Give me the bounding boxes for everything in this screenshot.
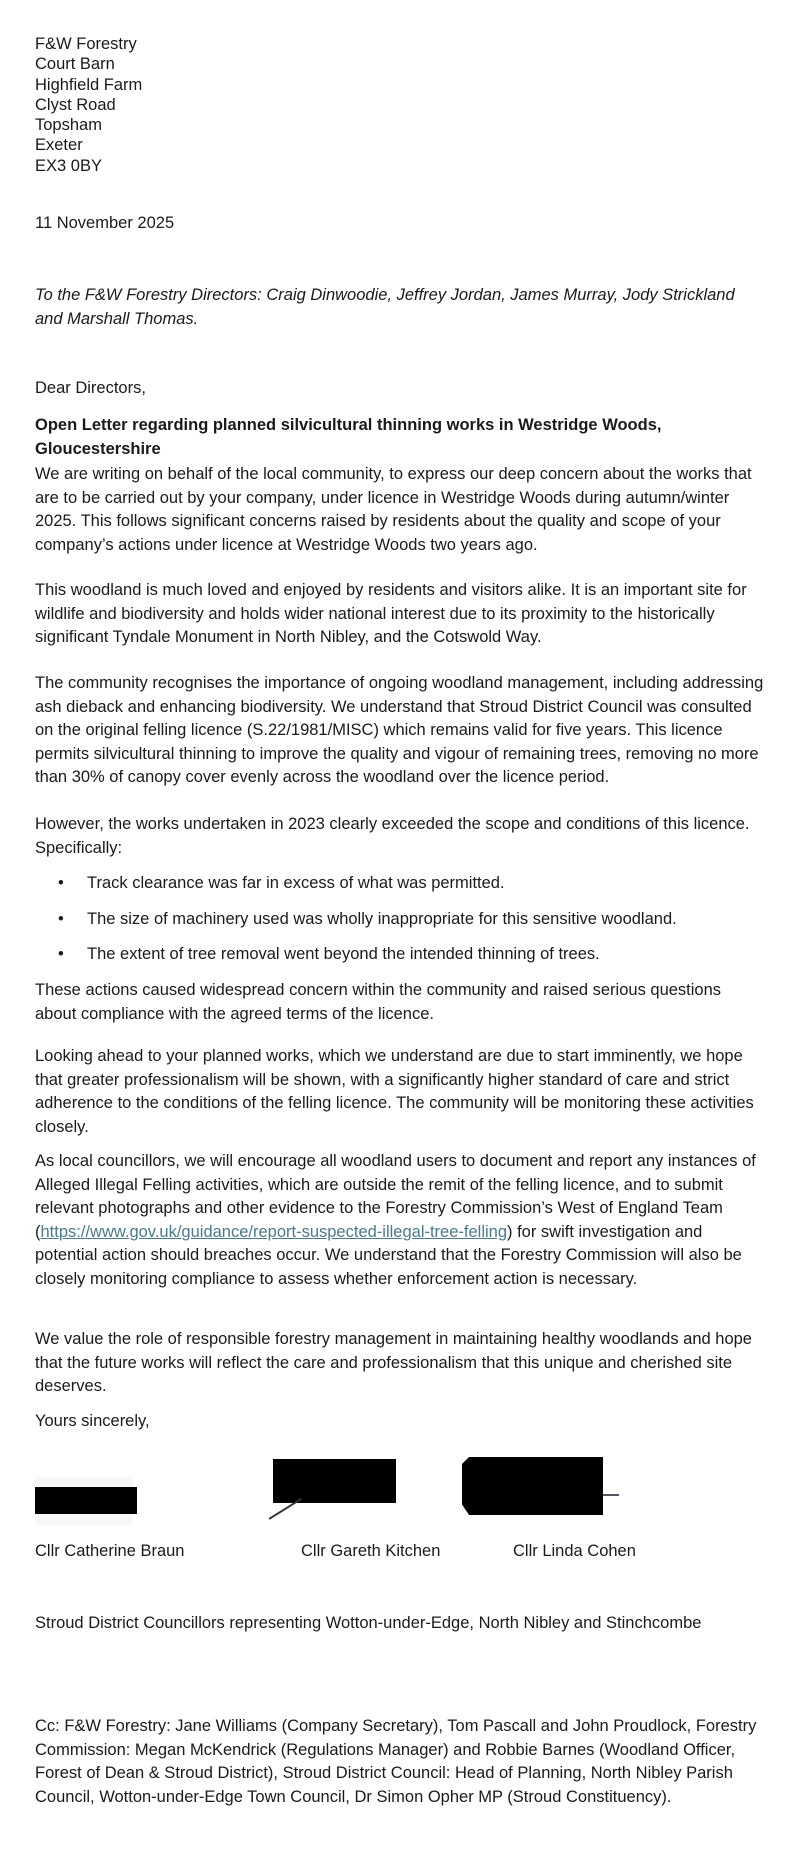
recipient-address [35, 34, 142, 176]
list-item-text: The extent of tree removal went beyond the intended thinning of trees. [87, 945, 600, 963]
address-line: Clyst Road [35, 95, 116, 114]
redacted-signature-braun [35, 1487, 137, 1514]
list-item-text: Track clearance was far in excess of what was permitted. [87, 874, 505, 892]
list-item-text: The size of machinery used was wholly inappropriate for this sensitive woodland. [87, 909, 677, 928]
paragraph-concern: We are writing on behalf of the local community, to express our deep concern about the works that are to be carried out by your company, under licence in Westridge Woods during autumn/winter 2025. This follows significant concerns raised by residents about the quality and scope of your company’s actions under licence at Westridge Woods two years ago. [35, 465, 752, 554]
letter-subject: Open Letter regarding planned silvicultural thinning works in Westridge Woods, Gloucestershire [35, 416, 662, 458]
address-line: Exeter [35, 136, 83, 155]
paragraph-community-concern: These actions caused widespread concern within the community and raised serious questions about compliance with the agreed terms of the licence. [35, 981, 722, 1023]
councillors-representation: Stroud District Councillors representing Wotton-under-Edge, North Nibley and Stinchcombe [35, 1614, 702, 1632]
salutation: Dear Directors, [35, 379, 146, 397]
bullet-icon: • [58, 874, 64, 892]
paragraph-planned-works: Looking ahead to your planned works, which we understand are due to start imminently, we hope that greater professionalism will be shown, with a significantly higher standard of care and strict adherence to the conditions of the felling licence. The community will be monitoring these activities closely. [35, 1047, 754, 1136]
address-line: EX3 0BY [35, 156, 102, 175]
closing-phrase: Yours sincerely, [35, 1412, 150, 1430]
paragraph-closing-remarks: We value the role of responsible forestry management in maintaining healthy woodlands and hope that the future works will reflect the care and professionalism that this unique and cherished site deserves. [35, 1330, 752, 1395]
paragraph-woodland-importance: This woodland is much loved and enjoyed by residents and visitors alike. It is an important site for wildlife and biodiversity and holds wider national interest due to its proximity to the historically significant Tyndale Monument in North Nibley, and the Cotswold Way. [35, 581, 747, 646]
list-item [35, 872, 765, 908]
signatures [35, 1455, 765, 1545]
address-line: Court Barn [35, 55, 115, 74]
addressee-line: To the F&W Forestry Directors: Craig Dinwoodie, Jeffrey Jordan, James Murray, Jody Strickland and Marshall Thomas. [35, 286, 735, 328]
reporting-text-before: As local councillors, we will encourage all woodland users to document and report any instances of Alleged Illegal Felling activities, which are outside the remit of the felling licence, and to submit relevant photographs and other evidence to the Forestry Commission’s West of England Team ( [35, 1152, 756, 1241]
bullet-icon: • [58, 909, 64, 928]
paragraph-reporting [35, 1150, 765, 1291]
paragraph-licence: The community recognises the importance of ongoing woodland management, including addressing ash dieback and enhancing biodiversity. We understand that Stroud District Council was consulted on the original felling licence (S.22/1981/MISC) which remains valid for five years. This licence permits silvicultural thinning to improve the quality and vigour of remaining trees, removing no more than 30% of canopy cover evenly across the woodland over the licence period. [35, 674, 764, 786]
reporting-text-after: ) for swift investigation and potential action should breaches occur. We understand that the Forestry Commission will also be closely monitoring compliance to assess whether enforcement action is necessary. [35, 1222, 742, 1288]
report-felling-link[interactable]: https://www.gov.uk/guidance/report-suspected-illegal-tree-felling [40, 1222, 508, 1241]
signatory-name: Cllr Linda Cohen [513, 1542, 636, 1560]
issues-list [35, 872, 765, 979]
address-line: Highfield Farm [35, 75, 143, 94]
letter-date: 11 November 2025 [35, 214, 175, 232]
bullet-icon: • [58, 945, 64, 963]
cc-list: Cc: F&W Forestry: Jane Williams (Company Secretary), Tom Pascall and John Proudlock, Forestry Commission: Megan McKendrick (Regulations Manager) and Robbie Barnes (Woodland Officer, Forest of Dean & Stroud District), Stroud District Council: Head of Planning, North Nibley Parish Council, Wotton-under-Edge Town Council, Dr Simon Opher MP (Stroud Constituency). [35, 1717, 757, 1806]
address-line: F&W Forestry [35, 35, 137, 53]
list-item [35, 908, 765, 944]
signature-stroke [603, 1494, 619, 1496]
paragraph-exceeded-scope: However, the works undertaken in 2023 clearly exceeded the scope and conditions of this licence. Specifically: [35, 815, 750, 857]
signatory-name: Cllr Catherine Braun [35, 1542, 185, 1560]
list-item [35, 943, 765, 979]
redacted-signature-cohen [462, 1457, 603, 1515]
address-line: Topsham [35, 116, 102, 135]
redacted-signature-kitchen [273, 1459, 396, 1503]
signatory-name: Cllr Gareth Kitchen [301, 1542, 441, 1560]
